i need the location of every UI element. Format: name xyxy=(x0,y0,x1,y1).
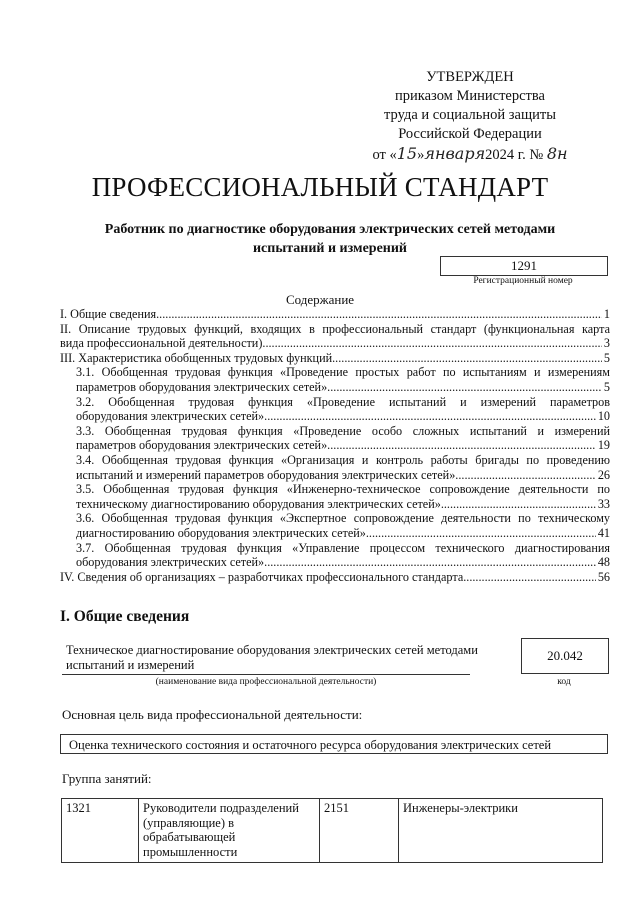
activity-kind-caption: (наименование вида профессиональной деятельности) xyxy=(155,677,377,687)
toc-entry-row xyxy=(60,307,610,322)
registration-number-box: 1291 xyxy=(440,256,608,276)
toc-entry-lead: 3.1. Обобщенная трудовая функция «Проведение простых работ по испытаниям и измерениям xyxy=(76,365,610,380)
approval-block xyxy=(330,68,610,165)
toc-leader-dots xyxy=(262,336,602,351)
toc-entry-lead: 3.4. Обобщенная трудовая функция «Организация и контроль работы бригады по проведению xyxy=(76,452,610,467)
toc-leader-dots xyxy=(156,307,602,322)
toc-entry-lead: 3.2. Обобщенная трудовая функция «Проведение испытаний и измерений параметров xyxy=(76,394,610,409)
handwritten-day: 15 xyxy=(396,144,418,163)
toc-entry xyxy=(60,482,610,511)
toc-leader-dots xyxy=(264,409,596,424)
toc-entry xyxy=(60,307,610,322)
toc-entry-row xyxy=(60,570,610,585)
toc-entry-row xyxy=(76,497,610,512)
toc-entry-lead: 3.7. Обобщенная трудовая функция «Управление процессом технического диагностирования xyxy=(76,540,610,555)
toc-entry-text: вида профессиональной деятельности) xyxy=(60,336,263,351)
toc-entry-text: диагностированию оборудования электрических сетей» xyxy=(76,525,366,540)
activity-kind-name: Техническое диагностирование оборудования электрических сетей методами испытаний и измерений xyxy=(66,643,478,672)
toc-leader-dots xyxy=(327,380,602,395)
date-prefix: от « xyxy=(372,147,397,163)
toc-page-number: 33 xyxy=(597,496,610,511)
occupation-code: 1321 xyxy=(62,799,139,863)
toc-leader-dots xyxy=(264,555,596,570)
toc-entry-lead: 3.5. Обобщенная трудовая функция «Инженерно-техническое сопровождение деятельности по xyxy=(76,482,610,497)
occupation-code: 2151 xyxy=(320,799,399,863)
toc-page-number: 3 xyxy=(603,336,610,351)
toc-entry xyxy=(60,322,610,351)
activity-kind-underline xyxy=(62,674,470,675)
toc-entry-lead: II. Описание трудовых функций, входящих в профессиональный стандарт (функциональная карта xyxy=(60,321,610,336)
toc-entry xyxy=(60,395,610,424)
document-title: ПРОФЕССИОНАЛЬНЫЙ СТАНДАРТ xyxy=(91,172,549,202)
toc-entry xyxy=(60,453,610,482)
occupation-table xyxy=(61,798,603,863)
toc-leader-dots xyxy=(441,497,596,512)
toc-entry-row xyxy=(76,380,610,395)
activity-code-box: 20.042 xyxy=(521,638,609,674)
toc-page-number: 19 xyxy=(597,438,610,453)
toc-entry-row xyxy=(76,555,610,570)
toc-heading: Содержание xyxy=(285,292,355,307)
toc-leader-dots xyxy=(332,351,602,366)
approval-line: приказом Министерства xyxy=(395,88,545,104)
occupation-name: Инженеры-электрики xyxy=(399,799,603,863)
toc-entry-text: параметров оборудования электрических сетей» xyxy=(76,379,328,394)
registration-number-label: Регистрационный номер xyxy=(473,276,573,286)
approval-line: УТВЕРЖДЕН xyxy=(426,69,514,85)
approval-line: труда и социальной защиты xyxy=(384,107,556,123)
occupation-group-label: Группа занятий: xyxy=(62,771,152,786)
toc-page-number: 41 xyxy=(597,525,610,540)
toc-entry-text: I. Общие сведения xyxy=(60,307,157,321)
section-heading: I. Общие сведения xyxy=(60,608,190,625)
toc-entry-text: оборудования электрических сетей» xyxy=(76,555,265,570)
toc-entry-row xyxy=(76,409,610,424)
goal-label: Основная цель вида профессиональной деятельности: xyxy=(62,707,363,722)
toc-page-number: 5 xyxy=(603,379,610,394)
toc-entry-text: оборудования электрических сетей» xyxy=(76,409,265,424)
toc-leader-dots xyxy=(455,468,596,483)
handwritten-month: января xyxy=(424,144,486,163)
toc-entry-lead: 3.6. Обобщенная трудовая функция «Экспертное сопровождение деятельности по техническому xyxy=(76,511,610,526)
approval-date-line xyxy=(330,144,610,165)
table-row xyxy=(62,799,603,863)
toc-entry xyxy=(60,511,610,540)
goal-box: Оценка технического состояния и остаточного ресурса оборудования электрических сетей xyxy=(60,734,608,754)
toc-leader-dots xyxy=(327,438,596,453)
toc-entry-text: испытаний и измерений параметров оборудования электрических сетей» xyxy=(76,467,456,482)
toc-page-number: 10 xyxy=(597,409,610,424)
toc-page-number: 26 xyxy=(597,467,610,482)
toc-entry-row xyxy=(76,526,610,541)
toc-page-number: 5 xyxy=(603,350,610,365)
toc-page-number: 1 xyxy=(603,307,610,321)
toc-page-number: 48 xyxy=(597,555,610,570)
toc-page-number: 56 xyxy=(597,569,610,584)
activity-code-caption: код xyxy=(557,677,571,687)
toc-entry xyxy=(60,570,610,585)
standard-name: Работник по диагностике оборудования электрических сетей методами испытаний и измерений xyxy=(104,222,556,256)
toc-leader-dots xyxy=(463,570,596,585)
toc-entry xyxy=(60,541,610,570)
toc-entry-text: III. Характеристика обобщенных трудовых функций xyxy=(60,350,333,365)
toc-entry-row xyxy=(60,336,610,351)
approval-line: Российской Федерации xyxy=(398,126,542,142)
toc-entry xyxy=(60,365,610,394)
toc-entry-lead: 3.3. Обобщенная трудовая функция «Проведение особо сложных испытаний и измерений xyxy=(76,423,610,438)
date-mid: » xyxy=(417,147,425,163)
handwritten-number: 8н xyxy=(546,144,568,163)
toc-leader-dots xyxy=(366,526,596,541)
toc-entry-row xyxy=(60,351,610,366)
toc-entry xyxy=(60,424,610,453)
toc-entry xyxy=(60,351,610,366)
toc-entry-text: параметров оборудования электрических сетей» xyxy=(76,438,328,453)
toc-entry-row xyxy=(76,468,610,483)
year-part: 2024 г. № xyxy=(485,147,544,163)
occupation-name: Руководители подразделений (управляющие) в обрабатывающей промышленности xyxy=(139,799,320,863)
table-of-contents xyxy=(60,307,610,584)
toc-entry-text: IV. Сведения об организациях – разработчиках профессионального стандарта xyxy=(60,569,464,584)
toc-entry-row xyxy=(76,438,610,453)
toc-entry-text: техническому диагностированию оборудования электрических сетей» xyxy=(76,496,441,511)
